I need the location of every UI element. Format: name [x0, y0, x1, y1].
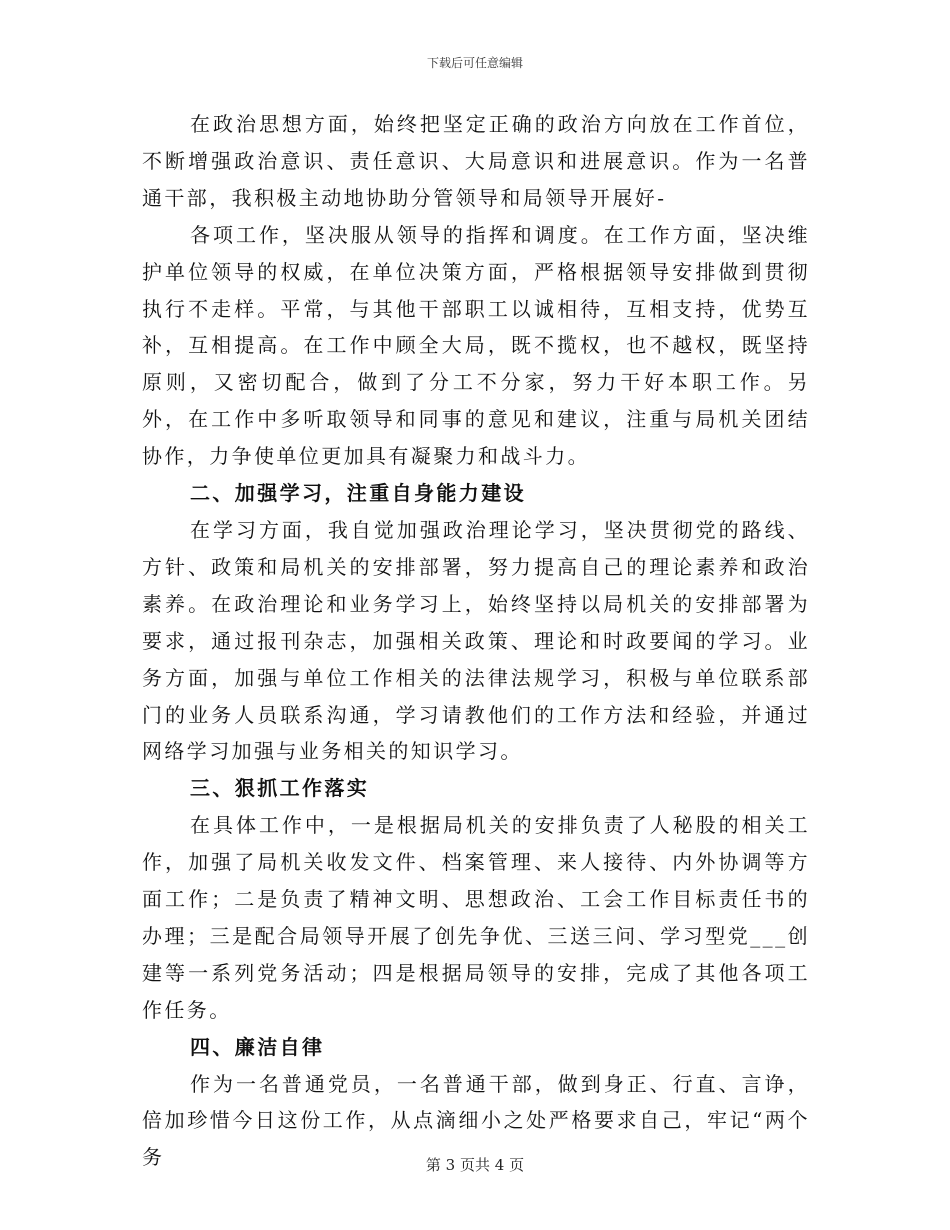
section-heading-integrity: 四、廉洁自律	[190, 1034, 325, 1059]
paragraph-implementation: 在具体工作中，一是根据局机关的安排负责了人秘股的相关工作，加强了局机关收发文件、档案管理、来人接待、内外协调等方面工作；二是负责了精神文明、思想政治、工会工作目标责任书的办理；三是配合局领导开展了创先争优、三送三问、学习型党___创建等一系列党务活动；四是根据局领导的安排，完成了其他各项工作任务。	[142, 813, 810, 1022]
paragraph-integrity: 作为一名普通党员，一名普通干部，做到身正、行直、言诤，倍加珍惜今日这份工作，从点滴细小之处严格要求自己，牢记“两个务	[142, 1071, 810, 1170]
paragraph-study: 在学习方面，我自觉加强政治理论学习，坚决贯彻党的路线、方针、政策和局机关的安排部署，努力提高自己的理论素养和政治素养。在政治理论和业务学习上，始终坚持以局机关的安排部署为要求，通过报刊杂志，加强相关政策、理论和时政要闻的学习。业务方面，加强与单位工作相关的法律法规学习，积极与单位联系部门的业务人员联系沟通，学习请教他们的工作方法和经验，并通过网络学习加强与业务相关的知识学习。	[142, 517, 810, 764]
paragraph-political-thought: 在政治思想方面，始终把坚定正确的政治方向放在工作首位，不断增强政治意识、责任意识、大局意识和进展意识。作为一名普通干部，我积极主动地协助分管领导和局领导开展好-	[142, 112, 810, 210]
page-number-footer: 第 3 页共 4 页	[425, 1156, 525, 1174]
document-body	[142, 106, 810, 1176]
section-heading-implementation: 三、狠抓工作落实	[190, 776, 370, 801]
paragraph-work-duties: 各项工作，坚决服从领导的指挥和调度。在工作方面，坚决维护单位领导的权威，在单位决策方面，严格根据领导安排做到贯彻执行不走样。平常，与其他干部职工以诚相待，互相支持，优势互补，互相提高。在工作中顾全大局，既不揽权，也不越权，既坚持原则，又密切配合，做到了分工不分家，努力干好本职工作。另外，在工作中多听取领导和同事的意见和建议，注重与局机关团结协作，力争使单位更加具有凝聚力和战斗力。	[142, 222, 810, 469]
page-header-note: 下载后可任意编辑	[426, 56, 523, 70]
section-heading-study: 二、加强学习，注重自身能力建设	[190, 481, 526, 506]
